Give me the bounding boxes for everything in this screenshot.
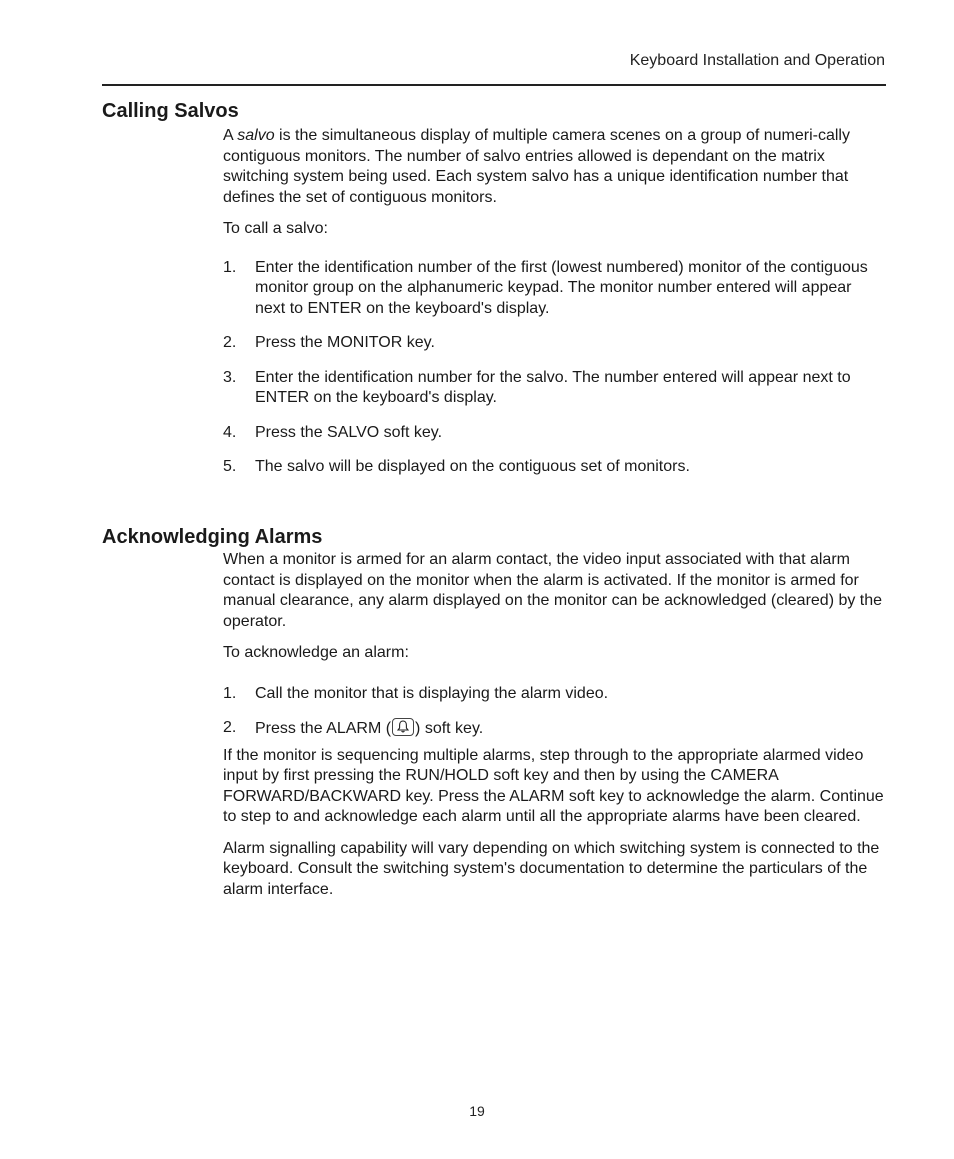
step-text: The salvo will be displayed on the contiguous set of monitors. <box>255 458 690 475</box>
capability-paragraph: Alarm signalling capability will vary depending on which switching system is connected to the keyboard. Consult the switching system's documentation to determine the particulars of the alarm interface. <box>223 839 880 898</box>
step-text: Press the MONITOR key. <box>255 334 435 351</box>
section-acknowledging-alarms <box>102 524 886 900</box>
intro-text: is the simultaneous display of multiple camera scenes on a group of numeri-cally contiguous monitors. The number of salvo entries allowed is dependant on the matrix switching system being used. Each system salvo has a unique identification number that defines the set of contiguous monitors. <box>223 127 850 206</box>
section-title: Calling Salvos <box>102 100 239 122</box>
step-number: 5. <box>223 458 237 475</box>
step-text: Enter the identification number for the salvo. The number entered will appear next to ENTER on the keyboard's display. <box>255 368 851 406</box>
steps-list <box>223 684 886 740</box>
running-header: Keyboard Installation and Operation <box>629 52 885 69</box>
list-item <box>223 423 886 444</box>
page-number: 19 <box>469 1103 485 1119</box>
step-number: 3. <box>223 368 237 386</box>
list-item <box>223 684 886 705</box>
sequencing-paragraph: If the monitor is sequencing multiple alarms, step through to the appropriate alarmed video input by first pressing the RUN/HOLD soft key and then by using the CAMERA FORWARD/BACKWARD key. Press the ALARM soft key to acknowledge the alarm. Continue to step to and acknowledge each alarm until all the appropriate alarms have been cleared. <box>223 746 884 825</box>
section-body <box>223 126 886 478</box>
step-text: Press the SALVO soft key. <box>255 423 443 441</box>
list-item <box>223 718 886 740</box>
list-item <box>223 333 886 354</box>
intro-paragraph: When a monitor is armed for an alarm contact, the video input associated with that alarm contact is displayed on the monitor when the alarm is activated. If the monitor is armed for manual clearance, any alarm displayed on the monitor can be acknowledged (cleared) by the operator. <box>223 551 883 630</box>
list-item <box>223 457 886 478</box>
step-number: 2. <box>223 719 237 736</box>
step-text <box>255 718 886 740</box>
intro-term: salvo <box>237 127 275 144</box>
bell-icon <box>392 718 414 736</box>
section-title: Acknowledging Alarms <box>102 526 323 548</box>
intro-prefix: A <box>223 127 238 144</box>
step-text: Enter the identification number of the first (lowest numbered) monitor of the contiguous monitor group on the alphanumeric keypad. The monitor number entered will appear next to ENTER on the keyboard's display. <box>255 258 868 317</box>
step-number: 4. <box>223 423 237 441</box>
intro-paragraph <box>223 126 886 208</box>
step-number: 1. <box>223 258 237 276</box>
header-rule <box>102 84 886 86</box>
lead-in: To acknowledge an alarm: <box>223 644 409 661</box>
step-text-before: Press the ALARM ( <box>255 720 392 737</box>
list-item <box>223 258 886 320</box>
step-number: 2. <box>223 334 237 351</box>
lead-in: To call a salvo: <box>223 220 328 237</box>
steps-list <box>223 258 886 478</box>
step-text-after: ) soft key. <box>415 720 484 737</box>
section-calling-salvos <box>102 98 886 478</box>
step-text: Call the monitor that is displaying the alarm video. <box>255 684 609 702</box>
step-number: 1. <box>223 684 237 702</box>
list-item <box>223 368 886 409</box>
section-body <box>223 550 886 900</box>
